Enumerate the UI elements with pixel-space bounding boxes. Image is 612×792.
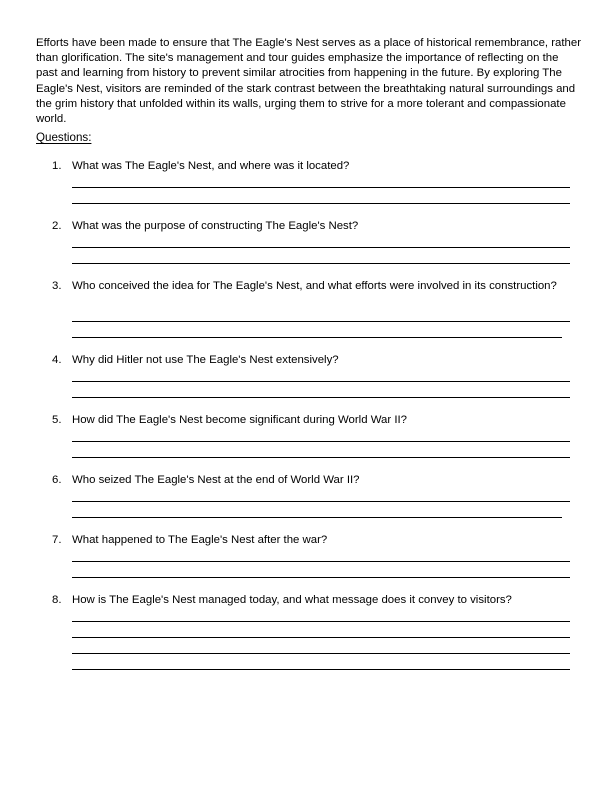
answer-line[interactable] — [72, 381, 570, 382]
answer-line[interactable] — [72, 669, 570, 670]
question-text — [52, 159, 582, 175]
answer-line[interactable] — [72, 517, 562, 518]
question-label: How did The Eagle's Nest become significant during World War II? — [72, 414, 407, 426]
question-text — [52, 473, 582, 489]
answer-line[interactable] — [72, 577, 570, 578]
answer-line[interactable] — [72, 441, 570, 442]
question-item — [52, 159, 582, 175]
question-text — [52, 279, 582, 295]
question-text — [52, 533, 582, 549]
question-label: What was The Eagle's Nest, and where was it located? — [72, 160, 350, 172]
answer-line[interactable] — [72, 247, 570, 248]
question-label: Who conceived the idea for The Eagle's Nest, and what efforts were involved in its construction? — [72, 280, 557, 292]
answer-line[interactable] — [72, 187, 570, 188]
question-item — [52, 353, 582, 369]
answer-line[interactable] — [72, 457, 570, 458]
question-text — [52, 353, 582, 369]
answer-line[interactable] — [72, 321, 570, 322]
question-item — [52, 279, 582, 295]
questions-heading: Questions: — [36, 131, 92, 144]
answer-line[interactable] — [72, 263, 570, 264]
answer-line[interactable] — [72, 337, 562, 338]
question-label: How is The Eagle's Nest managed today, and what message does it convey to visitors? — [72, 594, 512, 606]
answer-line[interactable] — [72, 621, 570, 622]
question-number: 7. — [52, 534, 62, 546]
question-number: 1. — [52, 160, 62, 172]
question-label: Who seized The Eagle's Nest at the end of World War II? — [72, 474, 360, 486]
answer-line[interactable] — [72, 637, 570, 638]
question-item — [52, 219, 582, 235]
question-label: Why did Hitler not use The Eagle's Nest extensively? — [72, 354, 339, 366]
question-number: 2. — [52, 220, 62, 232]
answer-line[interactable] — [72, 203, 570, 204]
question-number: 6. — [52, 474, 62, 486]
question-item — [52, 413, 582, 429]
intro-paragraph: Efforts have been made to ensure that The Eagle's Nest serves as a place of historical remembrance, rather than glorification. The site's management and tour guides emphasize the importance of reflecting on the past and learning from history to prevent similar atrocities from happening in the future. By exploring The Eagle's Nest, visitors are reminded of the stark contrast between the breathtaking natural surroundings and the grim history that unfolded within its walls, urging them to strive for a more tolerant and compassionate world. — [36, 37, 581, 126]
question-text — [52, 593, 582, 609]
answer-line[interactable] — [72, 397, 570, 398]
question-number: 4. — [52, 354, 62, 366]
question-number: 5. — [52, 414, 62, 426]
question-number: 8. — [52, 594, 62, 606]
answer-line[interactable] — [72, 501, 570, 502]
question-item — [52, 473, 582, 489]
question-label: What happened to The Eagle's Nest after the war? — [72, 534, 328, 546]
answer-line[interactable] — [72, 561, 570, 562]
question-item — [52, 593, 582, 609]
question-text — [52, 413, 582, 429]
question-text — [52, 219, 582, 235]
question-number: 3. — [52, 280, 62, 292]
question-label: What was the purpose of constructing The Eagle's Nest? — [72, 220, 359, 232]
answer-line[interactable] — [72, 653, 570, 654]
question-item — [52, 533, 582, 549]
